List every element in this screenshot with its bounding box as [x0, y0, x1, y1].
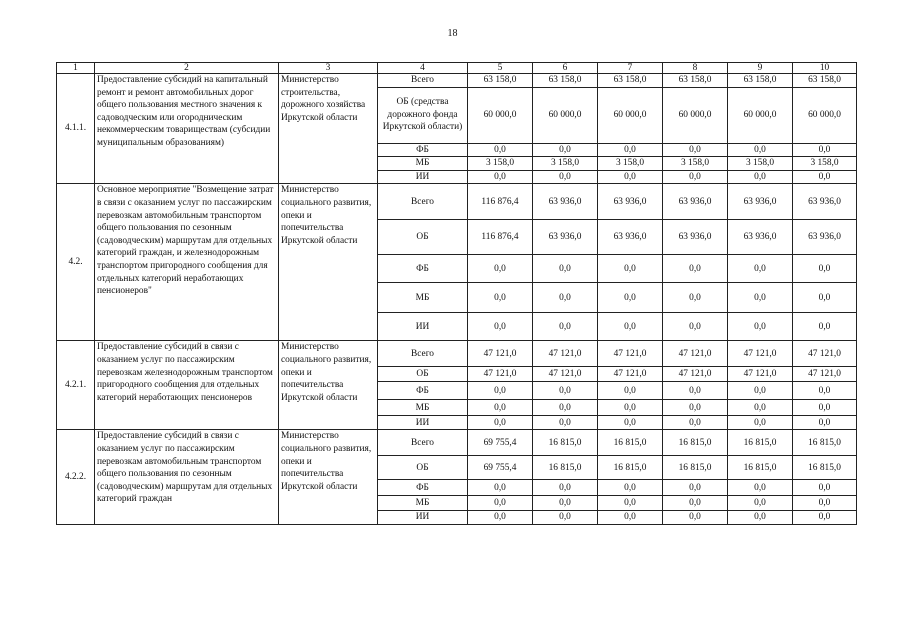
amount-cell: 0,0	[793, 511, 857, 525]
amount-cell: 0,0	[468, 496, 533, 511]
amount-cell: 0,0	[793, 143, 857, 157]
amount-cell: 0,0	[793, 313, 857, 341]
amount-cell: 0,0	[533, 143, 598, 157]
amount-cell: 0,0	[598, 400, 663, 416]
amount-cell: 0,0	[598, 255, 663, 283]
amount-cell: 0,0	[663, 496, 728, 511]
amount-cell: 63 158,0	[793, 74, 857, 88]
responsible-organization: Министерство социального развития, опеки и попечительства Иркутской области	[279, 184, 378, 341]
amount-cell: 116 876,4	[468, 184, 533, 220]
amount-cell: 47 121,0	[663, 367, 728, 382]
amount-cell: 0,0	[663, 283, 728, 313]
amount-cell: 0,0	[793, 416, 857, 430]
amount-cell: 0,0	[533, 313, 598, 341]
amount-cell: 16 815,0	[533, 430, 598, 456]
section-number: 4.2.2.	[57, 430, 95, 525]
amount-cell: 0,0	[468, 255, 533, 283]
amount-cell: 47 121,0	[663, 341, 728, 367]
funding-source: ИИ	[378, 313, 468, 341]
section-description: Предоставление субсидий в связи с оказанием услуг по пассажирским перевозкам автомобильным транспортом общего пользования по сезонным (садоводческим) маршрутам для отдельных категорий граждан	[95, 430, 279, 525]
amount-cell: 63 158,0	[533, 74, 598, 88]
amount-cell: 0,0	[598, 480, 663, 496]
amount-cell: 0,0	[728, 143, 793, 157]
column-header-row	[57, 63, 857, 74]
amount-cell: 0,0	[728, 416, 793, 430]
table-row	[57, 341, 857, 367]
funding-source: ОБ	[378, 456, 468, 480]
amount-cell: 63 936,0	[663, 220, 728, 255]
amount-cell: 16 815,0	[793, 430, 857, 456]
budget-table	[56, 62, 857, 525]
amount-cell: 0,0	[468, 283, 533, 313]
amount-cell: 0,0	[728, 496, 793, 511]
amount-cell: 0,0	[728, 400, 793, 416]
amount-cell: 0,0	[728, 480, 793, 496]
amount-cell: 16 815,0	[663, 430, 728, 456]
funding-source: МБ	[378, 157, 468, 171]
funding-source: ФБ	[378, 480, 468, 496]
amount-cell: 3 158,0	[793, 157, 857, 171]
amount-cell: 47 121,0	[598, 341, 663, 367]
amount-cell: 0,0	[728, 255, 793, 283]
funding-source: Всего	[378, 430, 468, 456]
amount-cell: 0,0	[468, 170, 533, 184]
amount-cell: 0,0	[793, 400, 857, 416]
amount-cell: 60 000,0	[663, 87, 728, 143]
amount-cell: 63 158,0	[728, 74, 793, 88]
funding-source: Всего	[378, 74, 468, 88]
section-description: Предоставление субсидий в связи с оказанием услуг по пассажирским перевозкам железнодорожным транспортом пригородного сообщения для отдельных категорий неработающих пенсионеров	[95, 341, 279, 430]
amount-cell: 0,0	[663, 313, 728, 341]
amount-cell: 0,0	[468, 143, 533, 157]
column-header: 4	[378, 63, 468, 74]
amount-cell: 0,0	[598, 313, 663, 341]
amount-cell: 3 158,0	[728, 157, 793, 171]
amount-cell: 0,0	[793, 255, 857, 283]
funding-source: ОБ	[378, 220, 468, 255]
amount-cell: 47 121,0	[728, 341, 793, 367]
amount-cell: 0,0	[793, 283, 857, 313]
funding-source: ФБ	[378, 255, 468, 283]
amount-cell: 0,0	[793, 382, 857, 400]
amount-cell: 0,0	[663, 255, 728, 283]
amount-cell: 63 936,0	[598, 184, 663, 220]
funding-source: ИИ	[378, 511, 468, 525]
amount-cell: 0,0	[793, 496, 857, 511]
amount-cell: 0,0	[533, 255, 598, 283]
page-number: 18	[447, 28, 458, 39]
column-header: 3	[279, 63, 378, 74]
responsible-organization: Министерство строительства, дорожного хозяйства Иркутской области	[279, 74, 378, 184]
amount-cell: 63 936,0	[533, 184, 598, 220]
amount-cell: 60 000,0	[533, 87, 598, 143]
amount-cell: 0,0	[533, 382, 598, 400]
amount-cell: 0,0	[533, 480, 598, 496]
amount-cell: 0,0	[793, 170, 857, 184]
amount-cell: 63 158,0	[663, 74, 728, 88]
amount-cell: 47 121,0	[468, 341, 533, 367]
amount-cell: 60 000,0	[728, 87, 793, 143]
section-number: 4.1.1.	[57, 74, 95, 184]
amount-cell: 63 936,0	[598, 220, 663, 255]
amount-cell: 0,0	[663, 416, 728, 430]
table-row	[57, 430, 857, 456]
amount-cell: 16 815,0	[533, 456, 598, 480]
amount-cell: 47 121,0	[533, 367, 598, 382]
amount-cell: 16 815,0	[598, 430, 663, 456]
amount-cell: 0,0	[598, 283, 663, 313]
amount-cell: 0,0	[468, 416, 533, 430]
responsible-organization: Министерство социального развития, опеки и попечительства Иркутской области	[279, 341, 378, 430]
column-header: 1	[57, 63, 95, 74]
funding-source: МБ	[378, 400, 468, 416]
amount-cell: 0,0	[533, 511, 598, 525]
amount-cell: 63 936,0	[793, 184, 857, 220]
amount-cell: 0,0	[533, 170, 598, 184]
funding-source: ИИ	[378, 170, 468, 184]
amount-cell: 0,0	[728, 283, 793, 313]
column-header: 9	[728, 63, 793, 74]
amount-cell: 3 158,0	[533, 157, 598, 171]
amount-cell: 69 755,4	[468, 456, 533, 480]
amount-cell: 16 815,0	[663, 456, 728, 480]
funding-source: ФБ	[378, 143, 468, 157]
amount-cell: 3 158,0	[468, 157, 533, 171]
amount-cell: 3 158,0	[663, 157, 728, 171]
amount-cell: 0,0	[663, 400, 728, 416]
amount-cell: 16 815,0	[598, 456, 663, 480]
section-description: Предоставление субсидий на капитальный ремонт и ремонт автомобильных дорог общего пользования местного значения к садоводческим или огородническим некоммерческим товариществам (субсидии муниципальным образованиям)	[95, 74, 279, 184]
column-header: 10	[793, 63, 857, 74]
amount-cell: 0,0	[728, 170, 793, 184]
amount-cell: 63 936,0	[728, 220, 793, 255]
amount-cell: 63 158,0	[468, 74, 533, 88]
amount-cell: 0,0	[793, 480, 857, 496]
amount-cell: 69 755,4	[468, 430, 533, 456]
amount-cell: 63 158,0	[598, 74, 663, 88]
column-header: 7	[598, 63, 663, 74]
amount-cell: 0,0	[468, 313, 533, 341]
amount-cell: 0,0	[598, 511, 663, 525]
amount-cell: 0,0	[598, 143, 663, 157]
amount-cell: 63 936,0	[533, 220, 598, 255]
amount-cell: 0,0	[533, 400, 598, 416]
amount-cell: 47 121,0	[533, 341, 598, 367]
amount-cell: 0,0	[468, 382, 533, 400]
amount-cell: 60 000,0	[468, 87, 533, 143]
amount-cell: 0,0	[598, 496, 663, 511]
amount-cell: 0,0	[468, 480, 533, 496]
amount-cell: 3 158,0	[598, 157, 663, 171]
amount-cell: 116 876,4	[468, 220, 533, 255]
amount-cell: 63 936,0	[663, 184, 728, 220]
funding-source: Всего	[378, 341, 468, 367]
amount-cell: 47 121,0	[728, 367, 793, 382]
amount-cell: 0,0	[663, 382, 728, 400]
amount-cell: 0,0	[728, 313, 793, 341]
amount-cell: 0,0	[728, 511, 793, 525]
column-header: 8	[663, 63, 728, 74]
amount-cell: 16 815,0	[728, 456, 793, 480]
section-description: Основное мероприятие "Возмещение затрат в связи с оказанием услуг по пассажирским перевозкам автомобильным транспортом общего пользования по сезонным (садоводческим) маршрутам для отдельных категорий граждан, и железнодорожным транспортом пригородного сообщения для отдельных категорий неработающих пенсионеров"	[95, 184, 279, 341]
amount-cell: 63 936,0	[793, 220, 857, 255]
amount-cell: 0,0	[663, 511, 728, 525]
funding-source: ОБ	[378, 367, 468, 382]
funding-source: МБ	[378, 283, 468, 313]
amount-cell: 0,0	[468, 511, 533, 525]
table-row	[57, 184, 857, 220]
amount-cell: 0,0	[663, 143, 728, 157]
funding-source: ФБ	[378, 382, 468, 400]
amount-cell: 0,0	[533, 416, 598, 430]
amount-cell: 47 121,0	[598, 367, 663, 382]
responsible-organization: Министерство социального развития, опеки и попечительства Иркутской области	[279, 430, 378, 525]
table-row	[57, 74, 857, 88]
amount-cell: 16 815,0	[793, 456, 857, 480]
amount-cell: 60 000,0	[598, 87, 663, 143]
amount-cell: 0,0	[663, 170, 728, 184]
funding-source: ОБ (средства дорожного фонда Иркутской области)	[378, 87, 468, 143]
amount-cell: 47 121,0	[468, 367, 533, 382]
column-header: 2	[95, 63, 279, 74]
funding-source: Всего	[378, 184, 468, 220]
amount-cell: 0,0	[598, 382, 663, 400]
column-header: 5	[468, 63, 533, 74]
column-header: 6	[533, 63, 598, 74]
amount-cell: 63 936,0	[728, 184, 793, 220]
section-number: 4.2.1.	[57, 341, 95, 430]
amount-cell: 0,0	[663, 480, 728, 496]
funding-source: МБ	[378, 496, 468, 511]
amount-cell: 0,0	[468, 400, 533, 416]
amount-cell: 47 121,0	[793, 367, 857, 382]
amount-cell: 0,0	[598, 170, 663, 184]
amount-cell: 0,0	[728, 382, 793, 400]
amount-cell: 47 121,0	[793, 341, 857, 367]
section-number: 4.2.	[57, 184, 95, 341]
funding-source: ИИ	[378, 416, 468, 430]
amount-cell: 16 815,0	[728, 430, 793, 456]
amount-cell: 0,0	[533, 496, 598, 511]
amount-cell: 60 000,0	[793, 87, 857, 143]
amount-cell: 0,0	[598, 416, 663, 430]
amount-cell: 0,0	[533, 283, 598, 313]
